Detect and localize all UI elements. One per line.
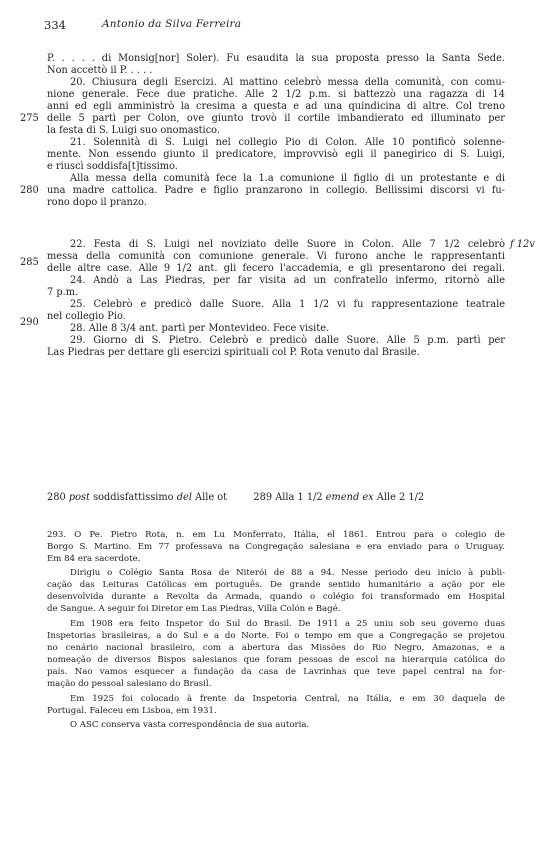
- footnote-line: país. Nao vamos esquecer a fundação da casa de Lavrinhas que teve papel central na for-: [47, 667, 505, 677]
- text-line: rono dopo il pranzo.: [47, 197, 147, 208]
- footnote-line: Inspetorias brasileiras, a do Sul e a do Norte. Foi o tempo em que a Congregação se projetou: [47, 631, 505, 641]
- footnote-line: Borgo S. Martino. Em 77 professava na Congregação salesiana e era enviado para o Uruguay.: [47, 542, 505, 552]
- text-line: una madre cattolica. Padre e figlio pranzarono in collegio. Bellissimi discorsi vi fu-: [47, 185, 505, 196]
- text-line: 7 p.m.: [47, 287, 79, 298]
- footnote-line: nomeação de diversos Bispos salesianos que foram pessoas de escol na hierarquia católica do: [47, 655, 505, 665]
- page-number: 334: [44, 18, 66, 32]
- apparatus-reading: Alle 2 1/2: [376, 492, 425, 503]
- text-line: P. . . . . di Monsig[nor] Soler). Fu esaudita la sua proposta presso la Santa Sede.: [47, 53, 505, 64]
- line-number-290: 290: [20, 317, 39, 328]
- apparatus-siglum: del: [176, 492, 192, 503]
- text-line: anni ed egli amministrò la cresima a questa e ad una quindicina di altre. Col treno: [47, 101, 505, 112]
- footnote-line: Dirigiu o Colégio Santa Rosa de Niterói de 88 a 94. Nesse periodo deu início à publi-: [70, 568, 505, 578]
- footnote-line: O ASC conserva vasta correspondência de sua autoria.: [70, 720, 310, 730]
- text-line: 22. Festa di S. Luigi nel noviziato delle Suore in Colon. Alle 7 1/2 celebrò: [70, 239, 505, 250]
- apparatus-reading: Alle ot: [195, 492, 228, 503]
- footnote-line: Portugal. Faleceu em Lisboa, em 1931.: [47, 706, 217, 716]
- text-line: delle altre case. Alle 9 1/2 ant. gli fecero l'accademia, e gli presentarono dei regali.: [47, 263, 505, 274]
- text-line: 21. Solennità di S. Luigi nel collegio Pio di Colon. Alle 10 pontificò solenne-: [70, 137, 505, 148]
- footnote-line: Em 1925 foi colocado à frente da Inspetoria Central, na Itália, e em 30 daquela de: [70, 694, 505, 704]
- apparatus-lemma: Alla 1 1/2: [275, 492, 323, 503]
- footnote-line: no cenário nacional brasileiro, com a abertura das Missões do Rio Negro, Amazonas, e a: [47, 643, 505, 653]
- line-number-275: 275: [20, 113, 39, 124]
- footnote-line: Em 1908 era feito Inspetor do Sul do Brasil. De 1911 a 25 uniu sob seu governo duas: [70, 619, 505, 629]
- critical-apparatus: [47, 492, 517, 504]
- running-header: [44, 18, 524, 32]
- apparatus-siglum: post: [68, 492, 90, 503]
- footnote-line: mação do pessoal salesiano do Brasil.: [47, 679, 212, 689]
- footnote-line: Em 84 era sacerdote.: [47, 554, 141, 564]
- line-number-285: 285: [20, 257, 39, 268]
- text-line: nione generale. Fece due pratiche. Alle 2 1/2 p.m. si battezzò una ragazza di 14: [47, 89, 505, 100]
- footnote-line: desenvolvida durante a Revolta da Armada, quando o colégio foi transformado em Hospital: [47, 592, 505, 602]
- text-line: e riuscì soddisfa[t]tissimo.: [47, 161, 178, 172]
- text-line: Alla messa della comunità fece la 1.a comunione il figlio di un protestante e di: [70, 173, 505, 184]
- running-head-author: Antonio da Silva Ferreira: [102, 18, 242, 30]
- text-line: 24. Andò a Las Piedras, per far visita ad un confratello infermo, ritornò alle: [70, 275, 505, 286]
- text-line: delle 5 partì per Colon, ove giunto trovò il cortile imbandierato ed illuminato per: [47, 113, 505, 124]
- apparatus-ref-289: 289: [253, 492, 273, 503]
- apparatus-siglum: emend ex: [325, 492, 374, 503]
- footnote-line: 293. O Pe. Pietro Rota, n. em Lu Monferrato, Itália, el 1861. Entrou para o colegio de: [47, 530, 505, 540]
- text-line: 20. Chiusura degli Esercizi. Al mattino celebrò messa della comunità, con comu-: [70, 77, 505, 88]
- line-number-280: 280: [20, 185, 39, 196]
- text-line: 28. Alle 8 3/4 ant. partì per Montevideo. Fece visite.: [70, 323, 330, 334]
- footnote-line: cação das Leituras Católicas em português. De grande sentido humanitário a ação por ele: [47, 580, 505, 590]
- folio-marginal-note: f 12v: [510, 239, 535, 250]
- apparatus-ref-280: 280: [47, 492, 66, 503]
- text-line: Las Piedras per dettare gli esercizi spirituali col P. Rota venuto dal Brasile.: [47, 347, 420, 358]
- text-line: messa della comunità con comunione generale. Vi furono anche le rappresentanti: [47, 251, 505, 262]
- text-line: 29. Giorno di S. Pietro. Celebrò e predicò dalle Suore. Alle 5 p.m. partì per: [70, 335, 505, 346]
- text-line: Non accettò il P. . . . .: [47, 65, 153, 76]
- text-line: nel collegio Pio.: [47, 311, 126, 322]
- apparatus-lemma: soddisfattissimo: [93, 492, 174, 503]
- text-line: la festa di S. Luigi suo onomastico.: [47, 125, 221, 136]
- text-line: 25. Celebrò e predicò dalle Suore. Alla 1 1/2 vi fu rappresentazione teatrale: [70, 299, 505, 310]
- text-line: mente. Non essendo giunto il predicatore, improvvisò egli il panegirico di S. Luigi,: [47, 149, 505, 160]
- footnote-line: de Sangue. A seguir foi Diretor em Las Piedras, Villa Colón e Bagé.: [47, 604, 341, 614]
